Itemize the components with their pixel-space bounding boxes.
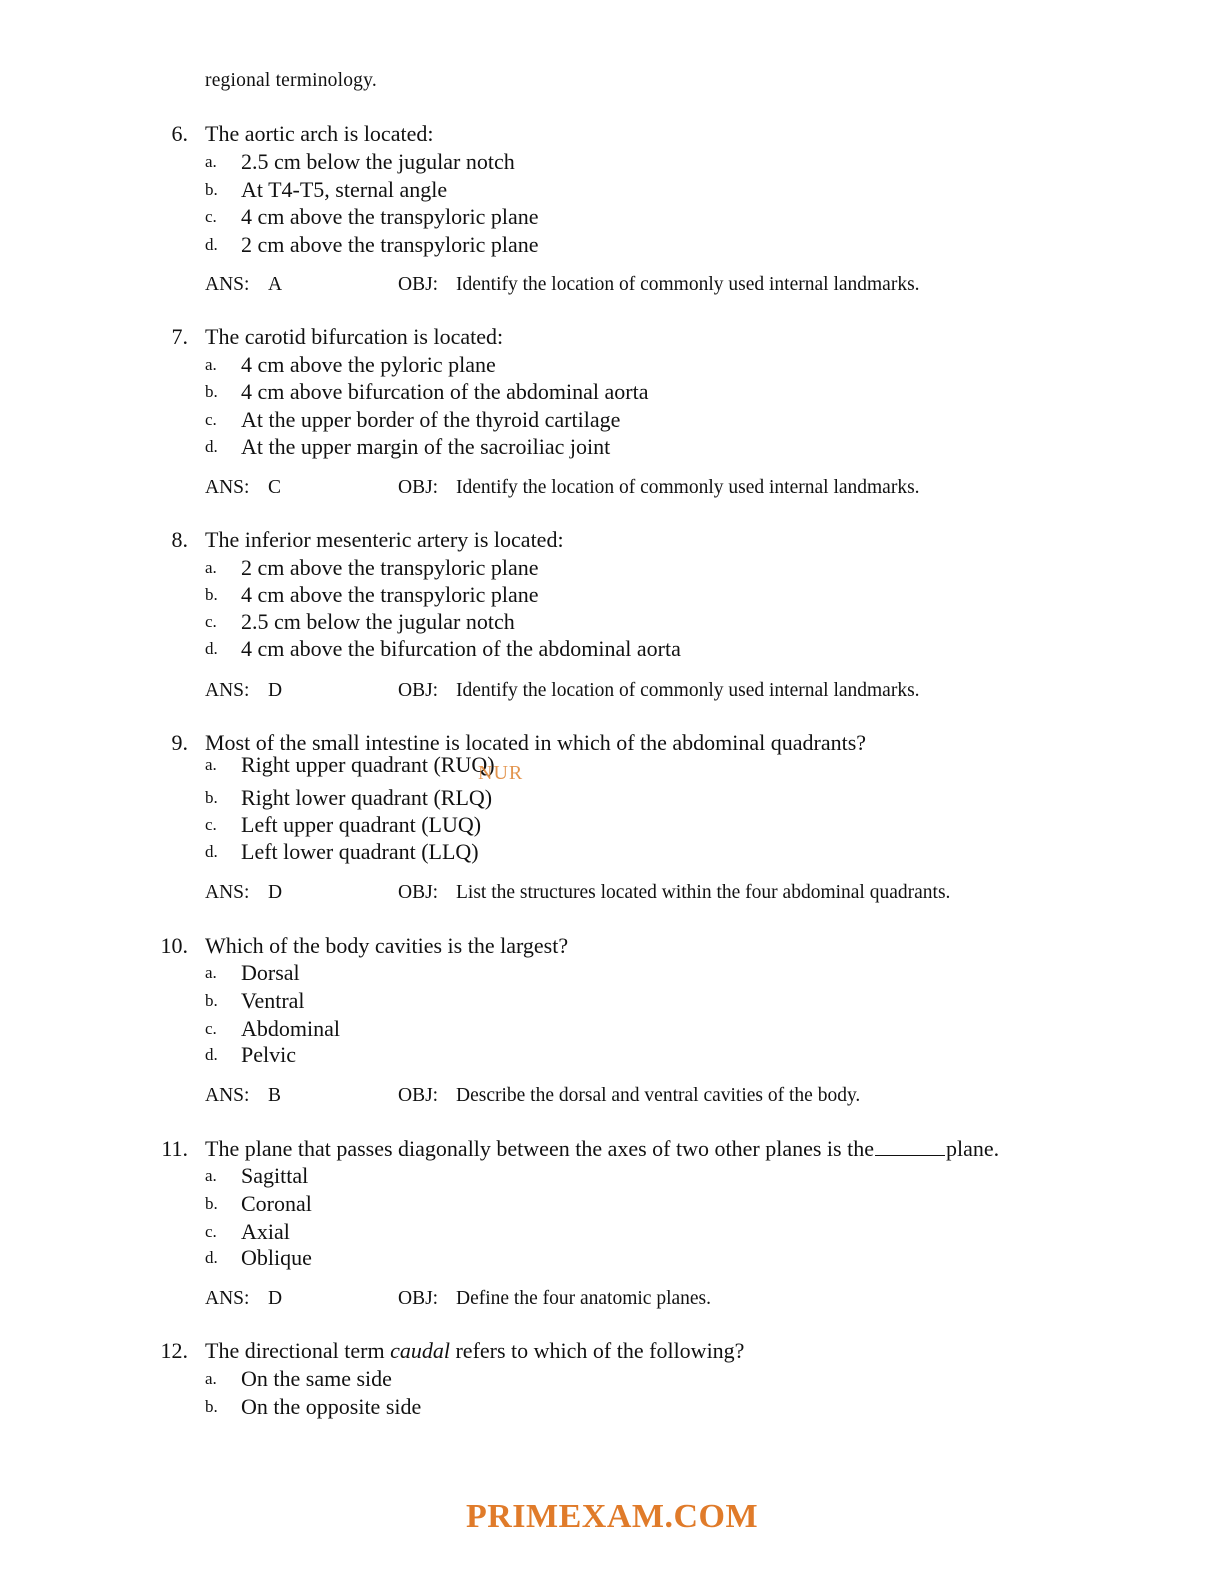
obj-label: OBJ:: [398, 274, 439, 295]
option-text: Coronal: [241, 1191, 312, 1216]
question-number: 12.: [160, 1338, 188, 1363]
obj-text: Define the four anatomic planes.: [456, 1288, 712, 1309]
option-text: Left lower quadrant (LLQ): [241, 839, 479, 864]
ans-label: ANS:: [205, 274, 250, 295]
ans-value: A: [268, 274, 283, 295]
option-text: Sagittal: [241, 1163, 309, 1188]
option-text: 4 cm above bifurcation of the abdominal aorta: [241, 379, 649, 404]
option-text: On the opposite side: [241, 1394, 422, 1419]
question-text-after: plane.: [945, 1136, 1000, 1161]
ans-label: ANS:: [205, 882, 250, 903]
option-text: Abdominal: [241, 1016, 340, 1041]
option-letter: b.: [205, 991, 218, 1010]
option-text: Ventral: [241, 988, 305, 1013]
option-text: At the upper border of the thyroid cartilage: [241, 407, 621, 432]
option-letter: c.: [205, 1019, 217, 1038]
option-letter: d.: [205, 1045, 218, 1064]
footer-brand: PRIMEXAM.COM: [465, 1498, 759, 1535]
option-letter: d.: [205, 437, 218, 456]
ans-value: D: [268, 882, 283, 903]
option-letter: c.: [205, 410, 217, 429]
option-letter: b.: [205, 1194, 218, 1213]
obj-text: Identify the location of commonly used internal landmarks.: [456, 274, 920, 295]
obj-text: List the structures located within the four abdominal quadrants.: [456, 882, 951, 903]
obj-text: Identify the location of commonly used internal landmarks.: [456, 477, 920, 498]
ans-value: C: [268, 477, 282, 498]
option-letter: d.: [205, 639, 218, 658]
ans-value: B: [268, 1085, 282, 1106]
option-text: Dorsal: [241, 960, 300, 985]
option-text: Axial: [241, 1219, 290, 1244]
option-text: 2 cm above the transpyloric plane: [241, 232, 539, 257]
option-letter: c.: [205, 1222, 217, 1241]
question-number: 11.: [161, 1136, 188, 1161]
question-text: Which of the body cavities is the largest?: [205, 933, 569, 958]
question-term: caudal: [390, 1338, 450, 1363]
ans-value: D: [268, 1288, 283, 1309]
obj-label: OBJ:: [398, 1085, 439, 1106]
question-text: The inferior mesenteric artery is located:: [205, 527, 564, 552]
obj-text: Describe the dorsal and ventral cavities of the body.: [456, 1085, 861, 1106]
obj-text: Identify the location of commonly used internal landmarks.: [456, 680, 920, 701]
question-number: 10.: [160, 933, 188, 958]
obj-label: OBJ:: [398, 1288, 439, 1309]
option-text: 4 cm above the transpyloric plane: [241, 582, 539, 607]
question-text: The aortic arch is located:: [205, 121, 434, 146]
question-text-before: The plane that passes diagonally between the axes of two other planes is the: [205, 1136, 874, 1161]
option-text: Right upper quadrant (RUQ): [241, 752, 495, 777]
option-letter: b.: [205, 180, 218, 199]
question-number: 9.: [171, 730, 188, 755]
option-text: Oblique: [241, 1245, 312, 1270]
ans-label: ANS:: [205, 1085, 250, 1106]
obj-label: OBJ:: [398, 477, 439, 498]
option-text: 2 cm above the transpyloric plane: [241, 555, 539, 580]
option-letter: a.: [205, 558, 217, 577]
option-letter: b.: [205, 1397, 218, 1416]
question-number: 6.: [171, 121, 188, 146]
obj-label: OBJ:: [398, 680, 439, 701]
ans-label: ANS:: [205, 477, 250, 498]
option-letter: a.: [205, 963, 217, 982]
question-text: [205, 1136, 999, 1162]
option-text: On the same side: [241, 1366, 392, 1391]
option-text: At the upper margin of the sacroiliac joint: [241, 434, 611, 459]
option-letter: c.: [205, 815, 217, 834]
question-number: 7.: [171, 324, 188, 349]
option-letter: d.: [205, 1248, 218, 1267]
continuation-text: regional terminology.: [205, 70, 377, 91]
option-letter: d.: [205, 842, 218, 861]
question-text: [205, 1338, 744, 1364]
option-text: Pelvic: [241, 1042, 296, 1067]
option-letter: a.: [205, 355, 217, 374]
option-letter: a.: [205, 152, 217, 171]
option-letter: b.: [205, 585, 218, 604]
option-text: At T4-T5, sternal angle: [241, 177, 448, 202]
option-text: 2.5 cm below the jugular notch: [241, 609, 515, 634]
question-text-after: refers to which of the following?: [449, 1338, 745, 1363]
ans-label: ANS:: [205, 680, 250, 701]
answer-blank: [875, 1137, 945, 1156]
option-letter: c.: [205, 207, 217, 226]
option-letter: d.: [205, 235, 218, 254]
option-text: 4 cm above the bifurcation of the abdominal aorta: [241, 636, 681, 661]
option-letter: b.: [205, 382, 218, 401]
question-text-before: The directional term: [205, 1338, 391, 1363]
option-letter: a.: [205, 1369, 217, 1388]
ans-value: D: [268, 680, 283, 701]
option-letter: a.: [205, 1166, 217, 1185]
option-letter: a.: [205, 755, 217, 774]
option-text: 2.5 cm below the jugular notch: [241, 149, 515, 174]
option-text: 4 cm above the pyloric plane: [241, 352, 496, 377]
ans-label: ANS:: [205, 1288, 250, 1309]
watermark: NUR: [478, 762, 524, 784]
option-text: Right lower quadrant (RLQ): [241, 785, 493, 810]
option-text: Left upper quadrant (LUQ): [241, 812, 482, 837]
obj-label: OBJ:: [398, 882, 439, 903]
question-number: 8.: [171, 527, 188, 552]
question-text: Most of the small intestine is located in which of the abdominal quadrants?: [205, 730, 867, 755]
option-text: 4 cm above the transpyloric plane: [241, 204, 539, 229]
question-text: The carotid bifurcation is located:: [205, 324, 504, 349]
option-letter: c.: [205, 612, 217, 631]
option-letter: b.: [205, 788, 218, 807]
